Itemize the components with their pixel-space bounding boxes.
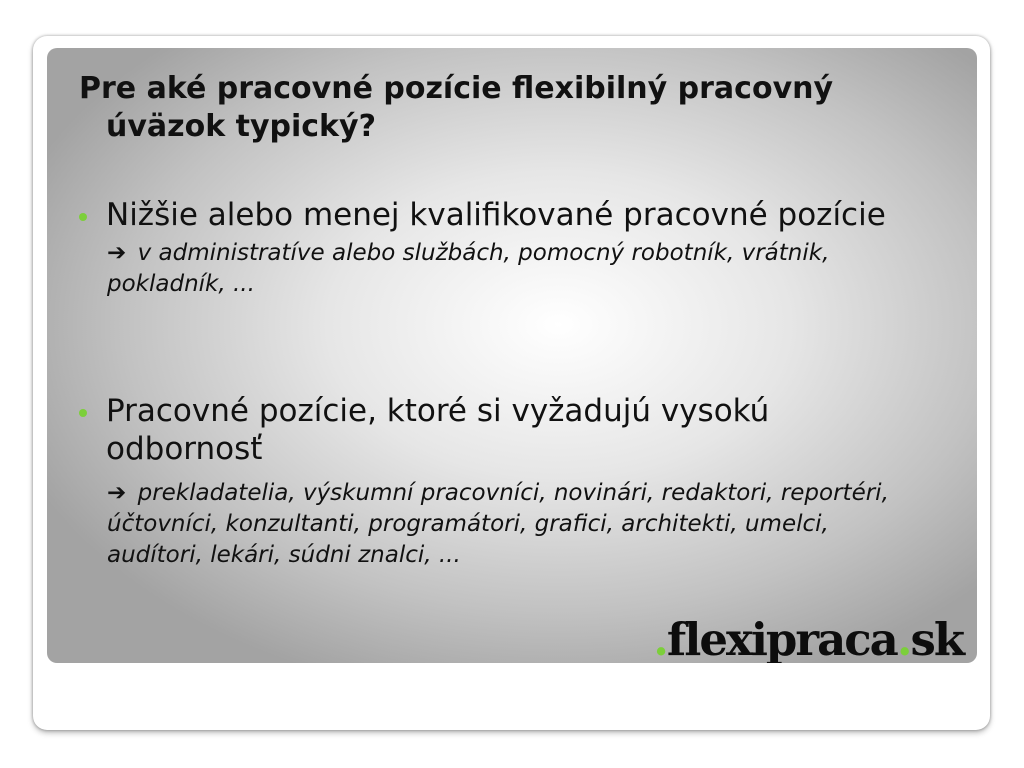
bullet-row	[79, 392, 929, 468]
bullet-item	[79, 196, 929, 300]
bullet-detail-text: v administratíve alebo službách, pomocný robotník, vrátnik, pokladník, ...	[107, 240, 830, 297]
bullet-detail-text: prekladatelia, výskumní pracovníci, novinári, redaktori, reportéri, účtovníci, konzultanti, programátori, grafici, architekti, umelci, audítori, lekári, súdni znalci, ...	[107, 480, 889, 568]
bullet-text: Pracovné pozície, ktoré si vyžadujú vysokú odbornosť	[106, 393, 770, 467]
logo-name: flexipraca	[666, 613, 897, 663]
flexipraca-logo	[653, 613, 963, 663]
bullet-detail	[107, 478, 929, 571]
arrow-right-icon: ➔	[107, 240, 127, 266]
logo-dot: .	[653, 613, 667, 663]
bullet-text: Nižšie alebo menej kvalifikované pracovné pozície	[106, 197, 886, 233]
bullet-dot-icon	[79, 409, 87, 417]
bullet-row	[79, 196, 929, 234]
slide-panel	[47, 48, 977, 663]
bullet-item	[79, 392, 929, 571]
arrow-right-icon: ➔	[107, 480, 127, 506]
logo-dot: .	[896, 613, 911, 663]
bullet-detail	[107, 238, 929, 300]
bullet-dot-icon	[79, 213, 87, 221]
slide-title: Pre aké pracovné pozície flexibilný pracovný úväzok typický?	[79, 71, 834, 144]
logo-tld: sk	[910, 613, 963, 663]
